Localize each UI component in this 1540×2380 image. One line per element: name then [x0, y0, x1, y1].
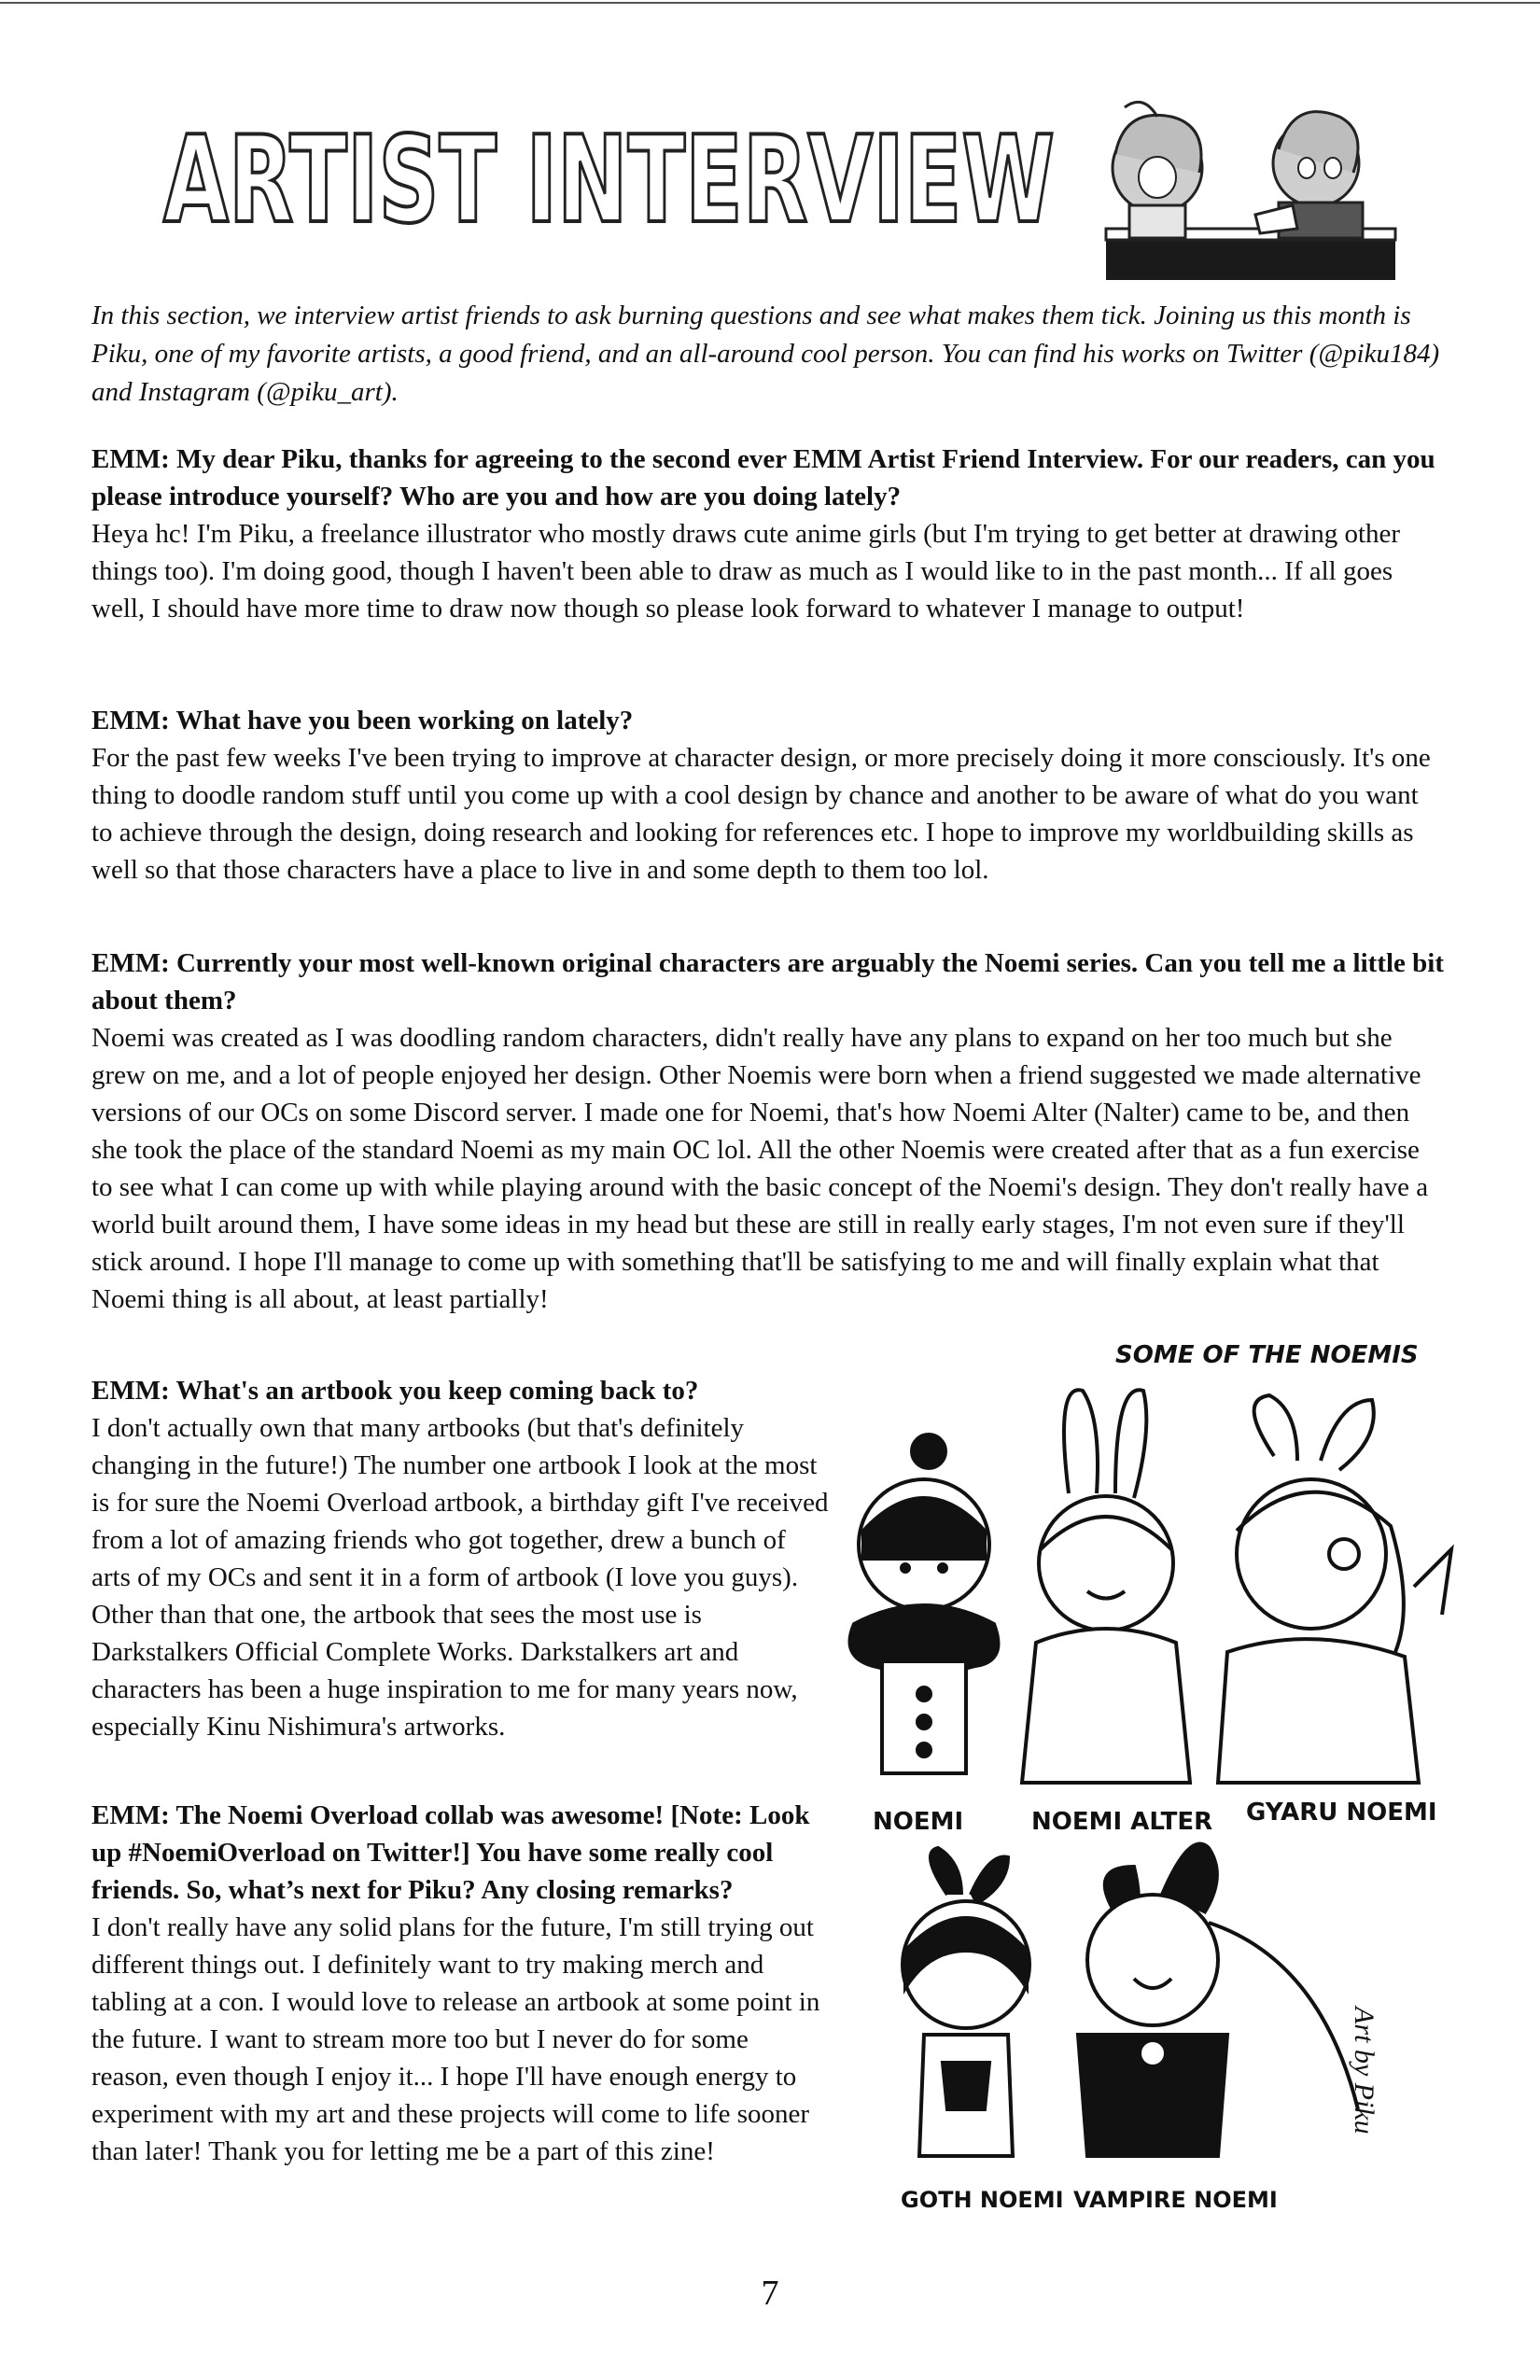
art-label-gyaru-noemi: GYARU NOEMI: [1246, 1799, 1437, 1827]
top-rule: [0, 2, 1540, 4]
question-5: EMM: The Noemi Overload collab was awesome! [Note: Look up #NoemiOverload on Twitter!] You have some really cool friends. So, what’s next for Piku? Any closing remarks?: [91, 1800, 810, 1905]
header-illustration: [1069, 98, 1405, 294]
answer-2: For the past few weeks I've been trying to improve at character design, or more precisely doing it more consciously. It's one thing to doodle random stuff until you come up with a cool design by chance and another to be aware of what do you want to achieve through the design, doing research and looking for references etc. I hope to improve my worldbuilding skills as well so that those characters have a place to live in and some depth to them too lol.: [91, 743, 1431, 885]
qa-block-5: [91, 1797, 829, 2170]
qa-block-1: [91, 441, 1445, 627]
page-title-text: ARTIST INTERVIEW: [163, 111, 1055, 250]
goth-noemi-sketch: [903, 1848, 1029, 2156]
art-credit: Art by Piku: [1349, 2007, 1379, 2135]
page-title: [163, 111, 1059, 250]
page-number: 7: [761, 2274, 779, 2313]
question-3: EMM: Currently your most well-known original characters are arguably the Noemi series. Can you tell me a little bit about them?: [91, 948, 1444, 1015]
answer-5: I don't really have any solid plans for the future, I'm still trying out different things out. I definitely want to try making merch and tabling at a con. I would love to release an artbook at some point in the future. I want to stream more too but I never do for some reason, even though I enjoy it... I hope I'll have enough energy to experiment with my art and these projects will come to life sooner than later! Thank you for letting me be a part of this zine!: [91, 1912, 820, 2166]
intro-paragraph: In this section, we interview artist friends to ask burning questions and see what makes them tick. Joining us this month is Piku, one of my favorite artists, a good friend, and an all-around cool person. You can find his works on Twitter (@piku184) and Instagram (@piku_art).: [91, 301, 1440, 407]
art-label-goth-noemi: GOTH NOEMI: [901, 2187, 1064, 2213]
art-label-noemi-alter: NOEMI ALTER: [1031, 1808, 1213, 1836]
gyaru-noemi-sketch: [1218, 1395, 1451, 1783]
answer-4: I don't actually own that many artbooks (but that's definitely changing in the future!) The number one artbook I look at the most is for sure the Noemi Overload artbook, a birthday gift I've received from a lot of amazing friends who got together, drew a bunch of arts of my OCs and sent it in a form of artbook (I love you guys). Other than that one, the artbook that sees the most use is Darkstalkers Official Complete Works. Darkstalkers art and characters has been a huge inspiration to me for many years now, especially Kinu Nishimura's artworks.: [91, 1413, 829, 1742]
noemi-sketch: [850, 1435, 999, 1773]
question-2: EMM: What have you been working on lately?: [91, 706, 634, 735]
answer-3: Noemi was created as I was doodling random characters, didn't really have any plans to expand on her too much but she grew on me, and a lot of people enjoyed her design. Other Noemis were born when a friend suggested we made alternative versions of our OCs on some Discord server. I made one for Noemi, that's how Noemi Alter (Nalter) came to be, and then she took the place of the standard Noemi as my main OC lol. All the other Noemis were created after that as a fun exercise to see what I can come up with while playing around with the basic concept of the Noemi's design. They don't really have a world built around them, I have some ideas in my head but these are still in really early stages, I'm not even sure if they'll stick around. I hope I'll manage to come up with something that'll be satisfying to me and will finally explain what that Noemi thing is all about, at least partially!: [91, 1023, 1429, 1314]
vampire-noemi-sketch: [1078, 1844, 1358, 2156]
art-caption: SOME OF THE NOEMIS: [1115, 1341, 1419, 1369]
qa-block-4: [91, 1372, 829, 1745]
interview-characters-image: [1069, 98, 1405, 294]
question-4: EMM: What's an artbook you keep coming back to?: [91, 1376, 699, 1406]
answer-1: Heya hc! I'm Piku, a freelance illustrator who mostly draws cute anime girls (but I'm trying to get better at drawing other things too). I'm doing good, though I haven't been able to draw as much as I would like to in the past month... If all goes well, I should have more time to draw now though so please look forward to whatever I manage to output!: [91, 519, 1401, 623]
noemi-alter-sketch: [1022, 1390, 1190, 1783]
art-label-vampire-noemi: VAMPIRE NOEMI: [1073, 2187, 1278, 2213]
qa-block-2: [91, 702, 1445, 889]
qa-block-3: [91, 945, 1445, 1318]
question-1: EMM: My dear Piku, thanks for agreeing to the second ever EMM Artist Friend Interview. For our readers, can you please introduce yourself? Who are you and how are you doing lately?: [91, 444, 1435, 511]
art-label-noemi: NOEMI: [873, 1808, 964, 1836]
